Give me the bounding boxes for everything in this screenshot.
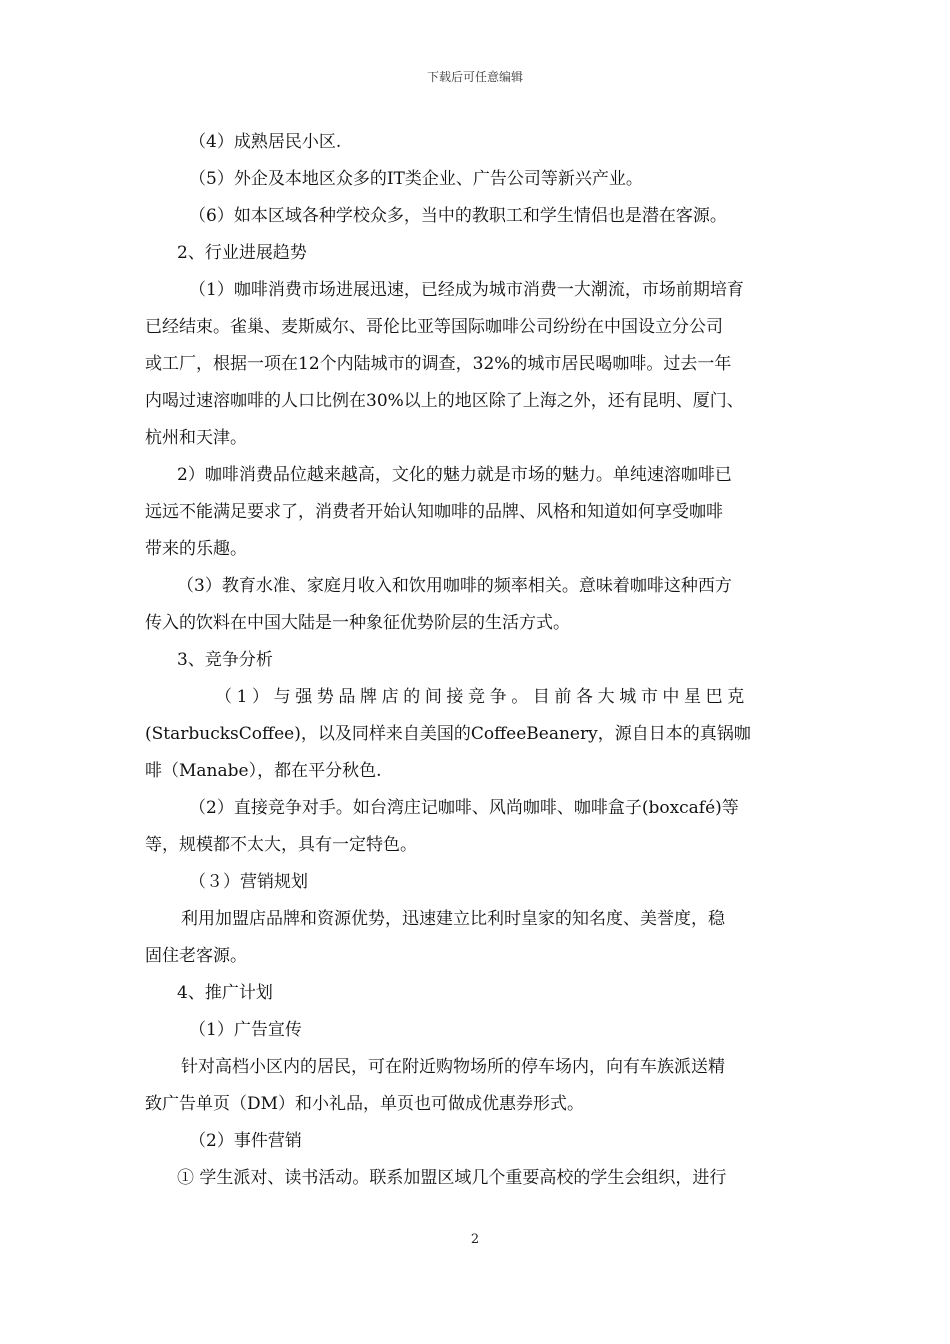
paragraph-line: (StarbucksCoffee)，以及同样来自美国的CoffeeBeanery，源自日本的真锅咖 bbox=[145, 724, 751, 744]
list-item-6: （6）如本区域各种学校众多，当中的教职工和学生情侣也是潜在客源。 bbox=[189, 206, 727, 226]
paragraph-line: （1）咖啡消费市场进展迅速，已经成为城市消费一大潮流，市场前期培育 bbox=[189, 280, 744, 300]
paragraph-line: 利用加盟店品牌和资源优势，迅速建立比利时皇家的知名度、美誉度，稳 bbox=[181, 909, 725, 929]
paragraph-line: 内喝过速溶咖啡的人口比例在30%以上的地区除了上海之外，还有昆明、厦门、 bbox=[145, 391, 744, 411]
section-heading-promotion-plan: 4、推广计划 bbox=[177, 983, 273, 1003]
paragraph-line: （2）直接竞争对手。如台湾庄记咖啡、风尚咖啡、咖啡盒子(boxcafé)等 bbox=[189, 798, 739, 818]
paragraph-line: 针对高档小区内的居民，可在附近购物场所的停车场内，向有车族派送精 bbox=[181, 1057, 725, 1077]
subsection-heading-advertising: （1）广告宣传 bbox=[189, 1020, 302, 1040]
paragraph-line: 固住老客源。 bbox=[145, 946, 247, 966]
list-item-4: （4）成熟居民小区. bbox=[189, 132, 342, 152]
paragraph-line: （3）教育水准、家庭月收入和饮用咖啡的频率相关。意味着咖啡这种西方 bbox=[177, 576, 732, 596]
paragraph-line: 等，规模都不太大，具有一定特色。 bbox=[145, 835, 417, 855]
paragraph-line: （1）与强势品牌店的间接竞争。目前各大城市中星巴克 bbox=[215, 687, 749, 707]
paragraph-line: 远远不能满足要求了，消费者开始认知咖啡的品牌、风格和知道如何享受咖啡 bbox=[145, 502, 723, 522]
paragraph-line: 致广告单页（DM）和小礼品，单页也可做成优惠券形式。 bbox=[145, 1094, 585, 1114]
paragraph-line: 2）咖啡消费品位越来越高，文化的魅力就是市场的魅力。单纯速溶咖啡已 bbox=[177, 465, 732, 485]
paragraph-line: 或工厂，根据一项在12个内陆城市的调查，32%的城市居民喝咖啡。过去一年 bbox=[145, 354, 732, 374]
paragraph-line: 啡（Manabe），都在平分秋色. bbox=[145, 761, 382, 781]
paragraph-line: 带来的乐趣。 bbox=[145, 539, 247, 559]
paragraph-line: 已经结束。雀巢、麦斯威尔、哥伦比亚等国际咖啡公司纷纷在中国设立分公司 bbox=[145, 317, 723, 337]
paragraph-line: ① 学生派对、读书活动。联系加盟区域几个重要高校的学生会组织，进行 bbox=[177, 1168, 727, 1188]
section-heading-competition: 3、竞争分析 bbox=[177, 650, 273, 670]
section-heading-industry-trend: 2、行业进展趋势 bbox=[177, 243, 307, 263]
list-item-5: （5）外企及本地区众多的IT类企业、广告公司等新兴产业。 bbox=[189, 169, 643, 189]
paragraph-line: 传入的饮料在中国大陆是一种象征优势阶层的生活方式。 bbox=[145, 613, 570, 633]
paragraph-line: 杭州和天津。 bbox=[145, 428, 247, 448]
document-body bbox=[145, 124, 807, 1197]
page-number: 2 bbox=[470, 1232, 480, 1247]
subsection-heading-event-marketing: （2）事件营销 bbox=[189, 1131, 302, 1151]
page-header: 下载后可任意编辑 bbox=[426, 70, 523, 84]
subsection-heading-marketing-plan: （３）营销规划 bbox=[189, 872, 308, 892]
